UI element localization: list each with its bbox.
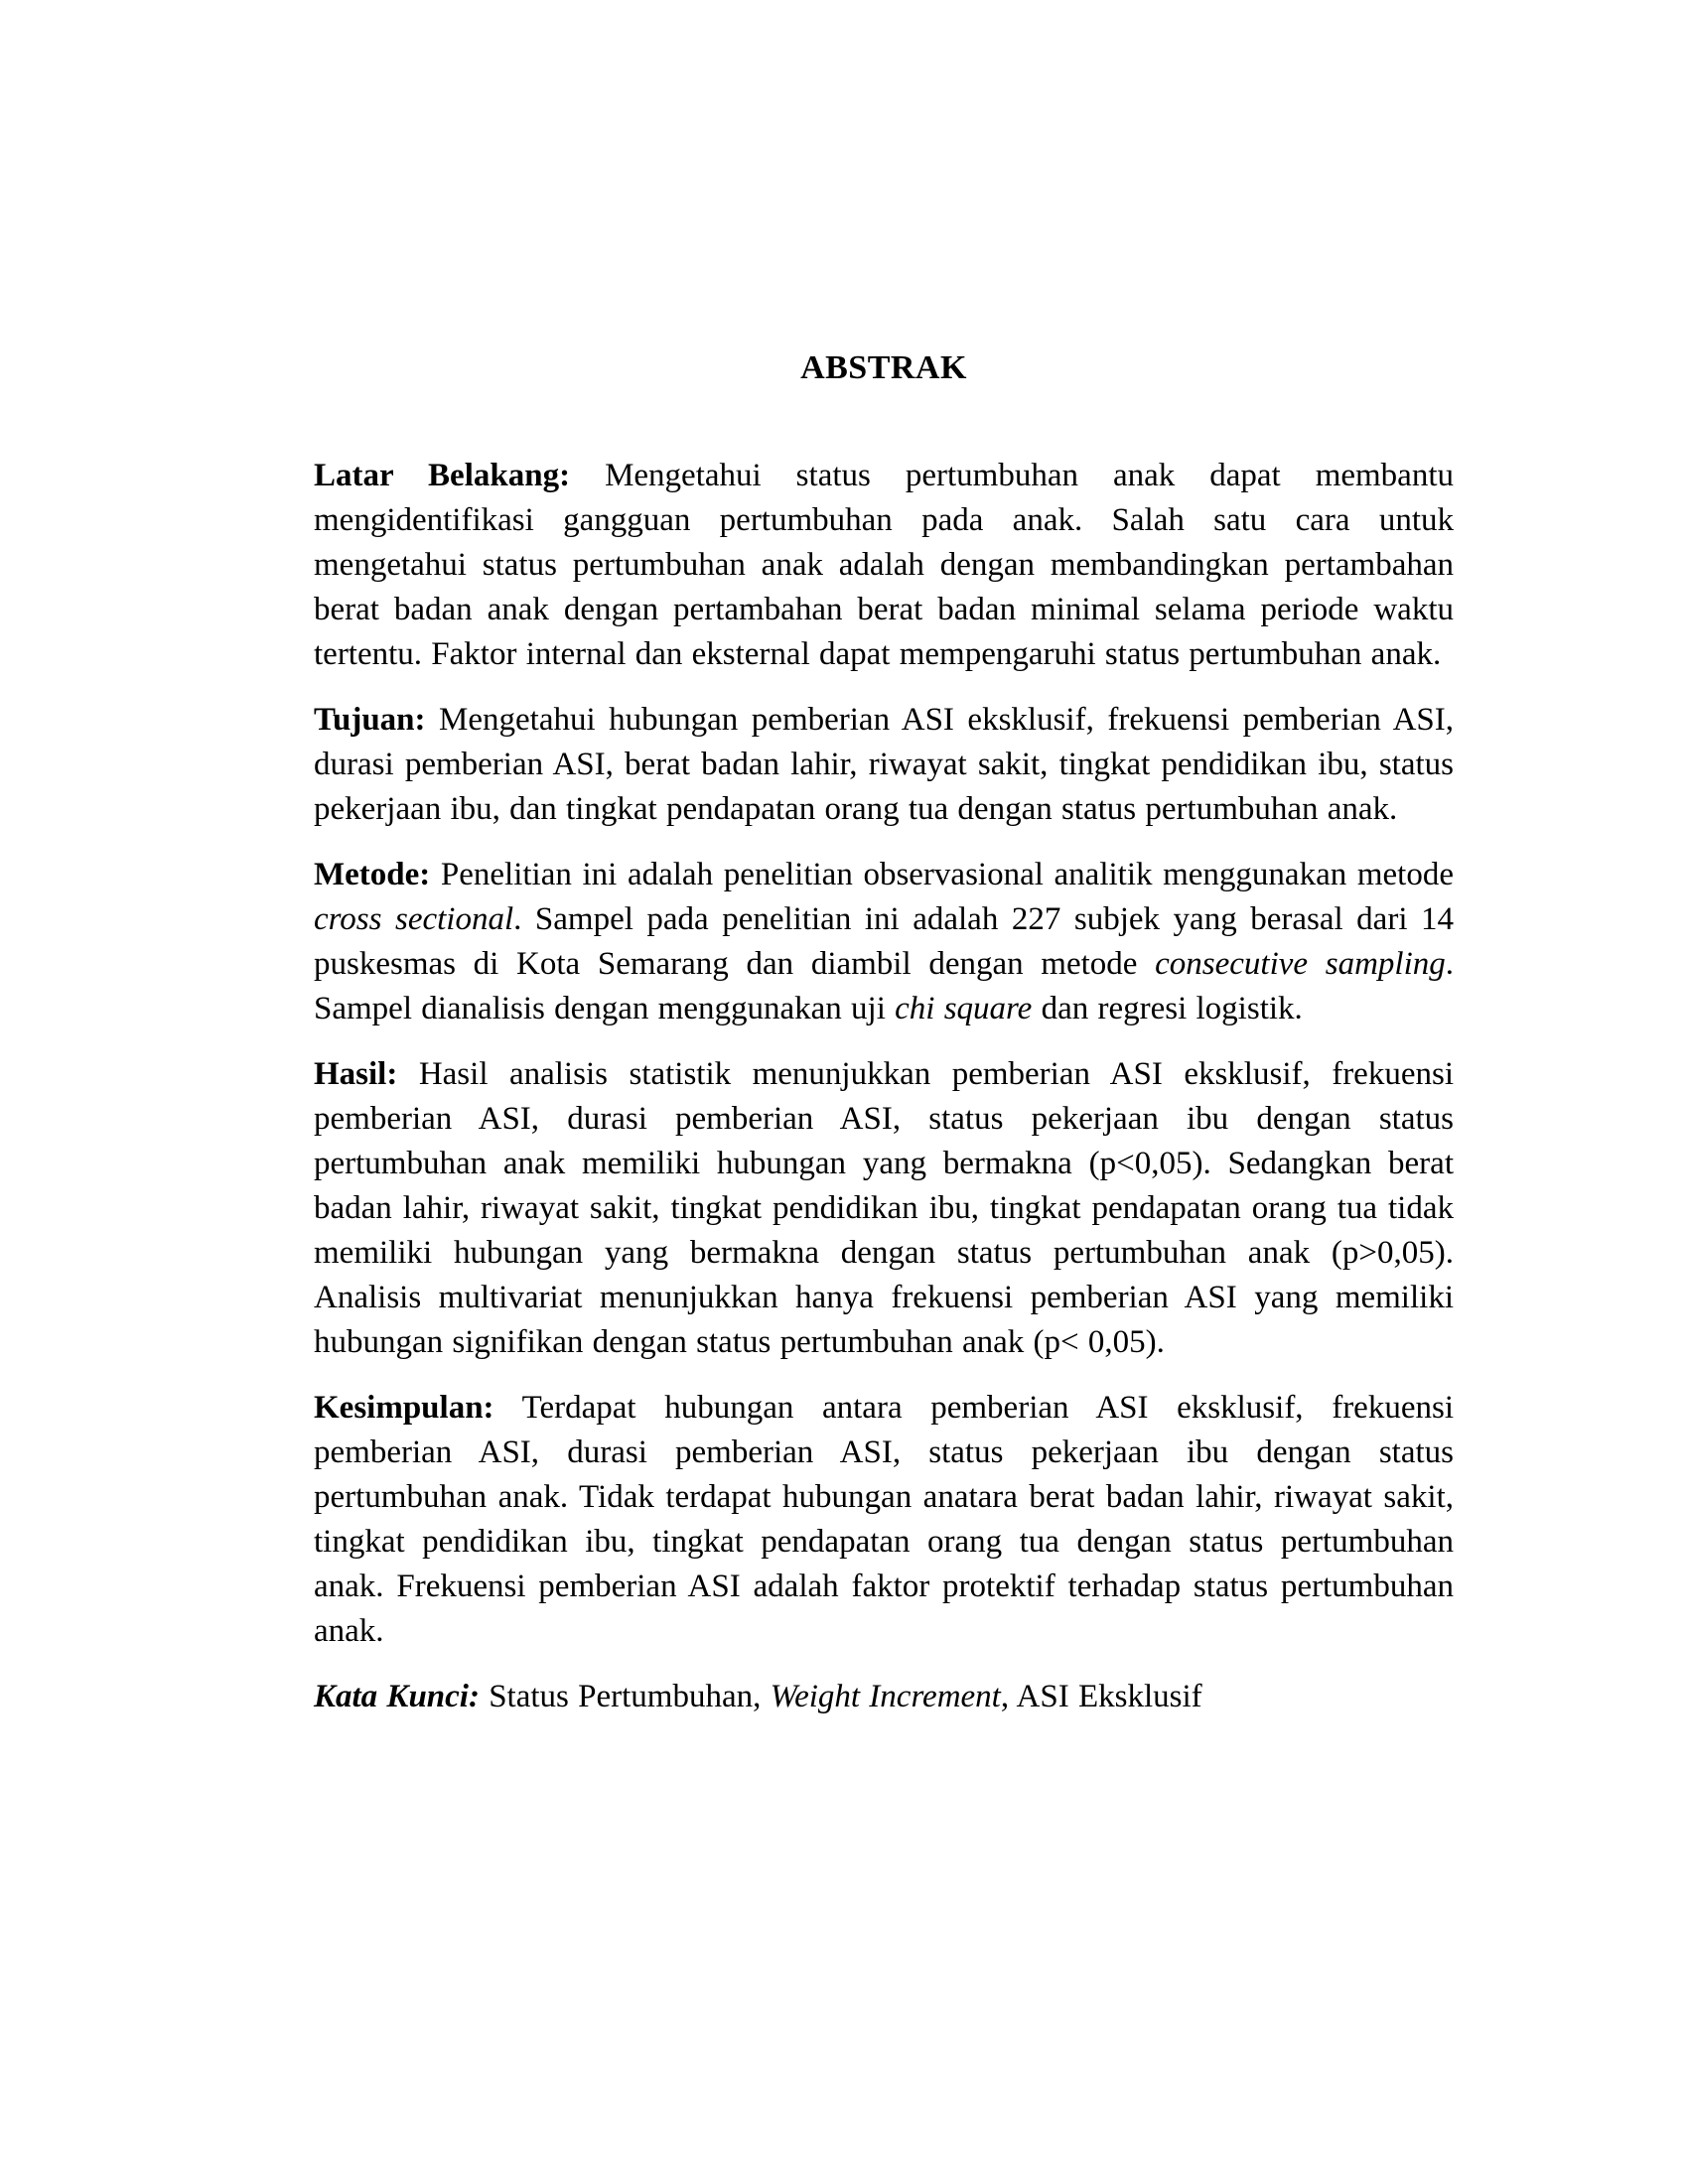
tujuan-text: Mengetahui hubungan pemberian ASI eksklusif, frekuensi pemberian ASI, durasi pemberian ASI, berat badan lahir, riwayat sakit, tingkat pendidikan ibu, status pekerjaan ibu, dan tingkat pendapatan orang tua dengan status pertumbuhan anak. (314, 702, 1454, 827)
keywords-label: Kata Kunci: (314, 1679, 480, 1714)
keywords-italic-weight-increment: Weight Increment (770, 1679, 1001, 1714)
metode-italic-cross-sectional: cross sectional (314, 901, 514, 937)
metode-label: Metode: (314, 857, 431, 892)
latar-belakang-text: Mengetahui status pertumbuhan anak dapat membantu mengidentifikasi gangguan pertumbuhan pada anak. Salah satu cara untuk mengetahui status pertumbuhan anak adalah dengan membandingkan pertambahan berat badan anak dengan pertambahan berat badan minimal selama periode waktu tertentu. Faktor internal dan eksternal dapat mempengaruhi status pertumbuhan anak. (314, 458, 1455, 672)
metode-italic-chi-square: chi square (895, 991, 1033, 1026)
keywords-text-1: Status Pertumbuhan, (479, 1679, 771, 1714)
paragraph-metode (314, 853, 1454, 1031)
tujuan-label: Tujuan: (314, 702, 426, 738)
latar-belakang-label: Latar Belakang: (314, 458, 571, 493)
paragraph-latar-belakang (314, 454, 1454, 677)
paragraph-kesimpulan (314, 1386, 1454, 1654)
metode-text-1: Penelitian ini adalah penelitian observasional analitik menggunakan metode (430, 857, 1454, 892)
paragraph-tujuan (314, 698, 1454, 832)
kesimpulan-label: Kesimpulan: (314, 1390, 494, 1426)
keywords-line (314, 1675, 1454, 1719)
paragraph-hasil (314, 1052, 1454, 1365)
hasil-label: Hasil: (314, 1056, 398, 1092)
metode-text-3: . Sampel dianalisis dengan menggunakan uji (314, 946, 1454, 1026)
kesimpulan-text: Terdapat hubungan antara pemberian ASI eksklusif, frekuensi pemberian ASI, durasi pemberian ASI, status pekerjaan ibu dengan status pertumbuhan anak. Tidak terdapat hubungan anatara berat badan lahir, riwayat sakit, tingkat pendidikan ibu, tingkat pendapatan orang tua dengan status pertumbuhan anak. Frekuensi pemberian ASI adalah faktor protektif terhadap status pertumbuhan anak. (314, 1390, 1454, 1649)
hasil-text: Hasil analisis statistik menunjukkan pemberian ASI eksklusif, frekuensi pemberian ASI, durasi pemberian ASI, status pekerjaan ibu dengan status pertumbuhan anak memiliki hubungan yang bermakna (p<0,05). Sedangkan berat badan lahir, riwayat sakit, tingkat pendidikan ibu, tingkat pendapatan orang tua tidak memiliki hubungan yang bermakna dengan status pertumbuhan anak (p>0,05). Analisis multivariat menunjukkan hanya frekuensi pemberian ASI yang memiliki hubungan signifikan dengan status pertumbuhan anak (p< 0,05). (314, 1056, 1454, 1360)
page-title: ABSTRAK (800, 349, 967, 386)
metode-italic-consecutive-sampling: consecutive sampling (1155, 946, 1446, 982)
keywords-text-2: , ASI Eksklusif (1000, 1679, 1202, 1714)
metode-text-2: . Sampel pada penelitian ini adalah 227 subjek yang berasal dari 14 puskesmas di Kota Semarang dan diambil dengan metode (314, 901, 1455, 982)
metode-text-4: dan regresi logistik. (1032, 991, 1303, 1026)
